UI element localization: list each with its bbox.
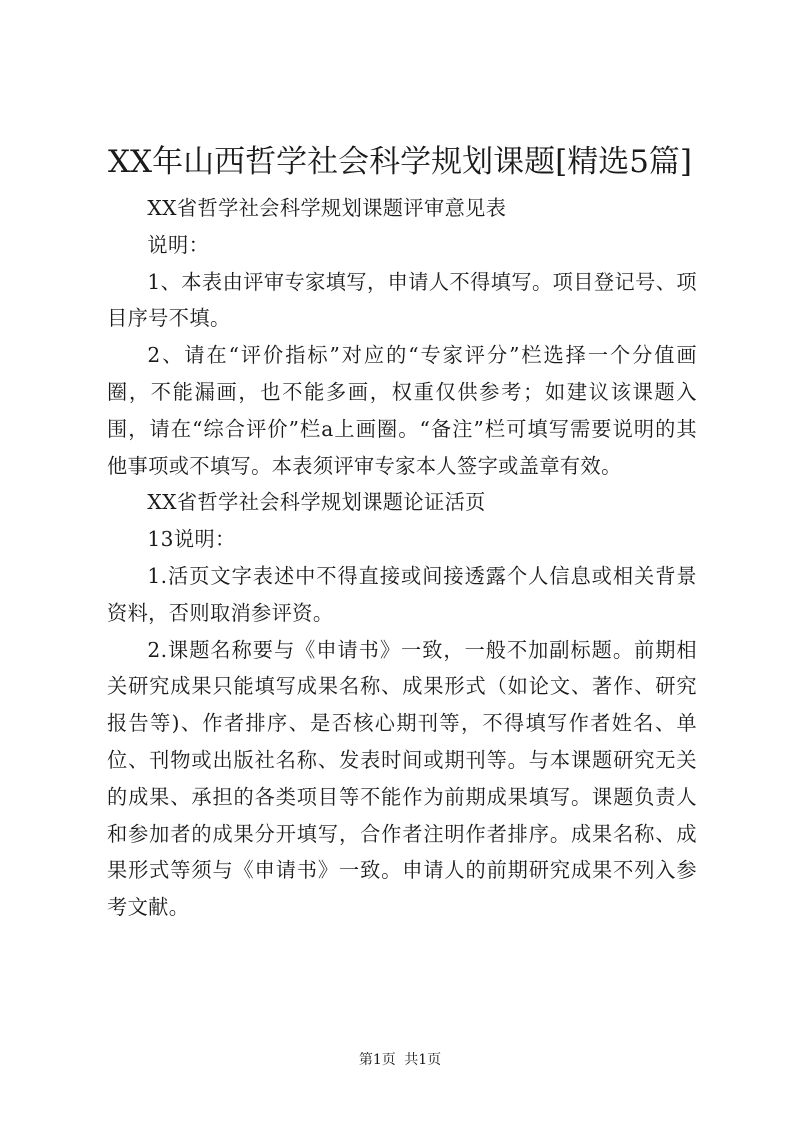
paragraph: 2.课题名称要与《申请书》一致，一般不加副标题。前期相关研究成果只能填写成果名称、成果形式（如论文、著作、研究报告等)、作者排序、是否核心期刊等，不得填写作者姓名、单位、刊物或出版社名称、发表时间或期刊等。与本课题研究无关的成果、承担的各类项目等不能作为前期成果填写。课题负责人和参加者的成果分开填写，合作者注明作者排序。成果名称、成果形式等须与《申请书》一致。申请人的前期研究成果不列入参考文献。 bbox=[107, 637, 697, 920]
paragraph: XX省哲学社会科学规划课题评审意见表 bbox=[147, 196, 507, 220]
paragraph: 说明： bbox=[147, 232, 210, 257]
document-title: XX年山西哲学社会科学规划课题[精选5篇] bbox=[107, 144, 693, 180]
page-footer bbox=[0, 1050, 800, 1070]
paragraph: 1、本表由评审专家填写，申请人不得填写。项目登记号、项目序号不填。 bbox=[107, 269, 697, 331]
page-number: 第1页 bbox=[358, 1052, 396, 1068]
document-body bbox=[107, 190, 697, 926]
page-total: 共1页 bbox=[404, 1052, 442, 1068]
paragraph: 2、请在“评价指标”对应的“专家评分”栏选择一个分值画圈，不能漏画，也不能多画，权重仅供参考；如建议该课题入围，请在“综合评价”栏a上画圈。“备注”栏可填写需要说明的其他事项或不填写。本表须评审专家本人签字或盖章有效。 bbox=[107, 343, 697, 478]
paragraph: 13说明： bbox=[147, 527, 236, 552]
paragraph: XX省哲学社会科学规划课题论证活页 bbox=[147, 490, 486, 515]
paragraph: 1.活页文字表述中不得直接或间接透露个人信息或相关背景资料，否则取消参评资。 bbox=[107, 563, 697, 625]
